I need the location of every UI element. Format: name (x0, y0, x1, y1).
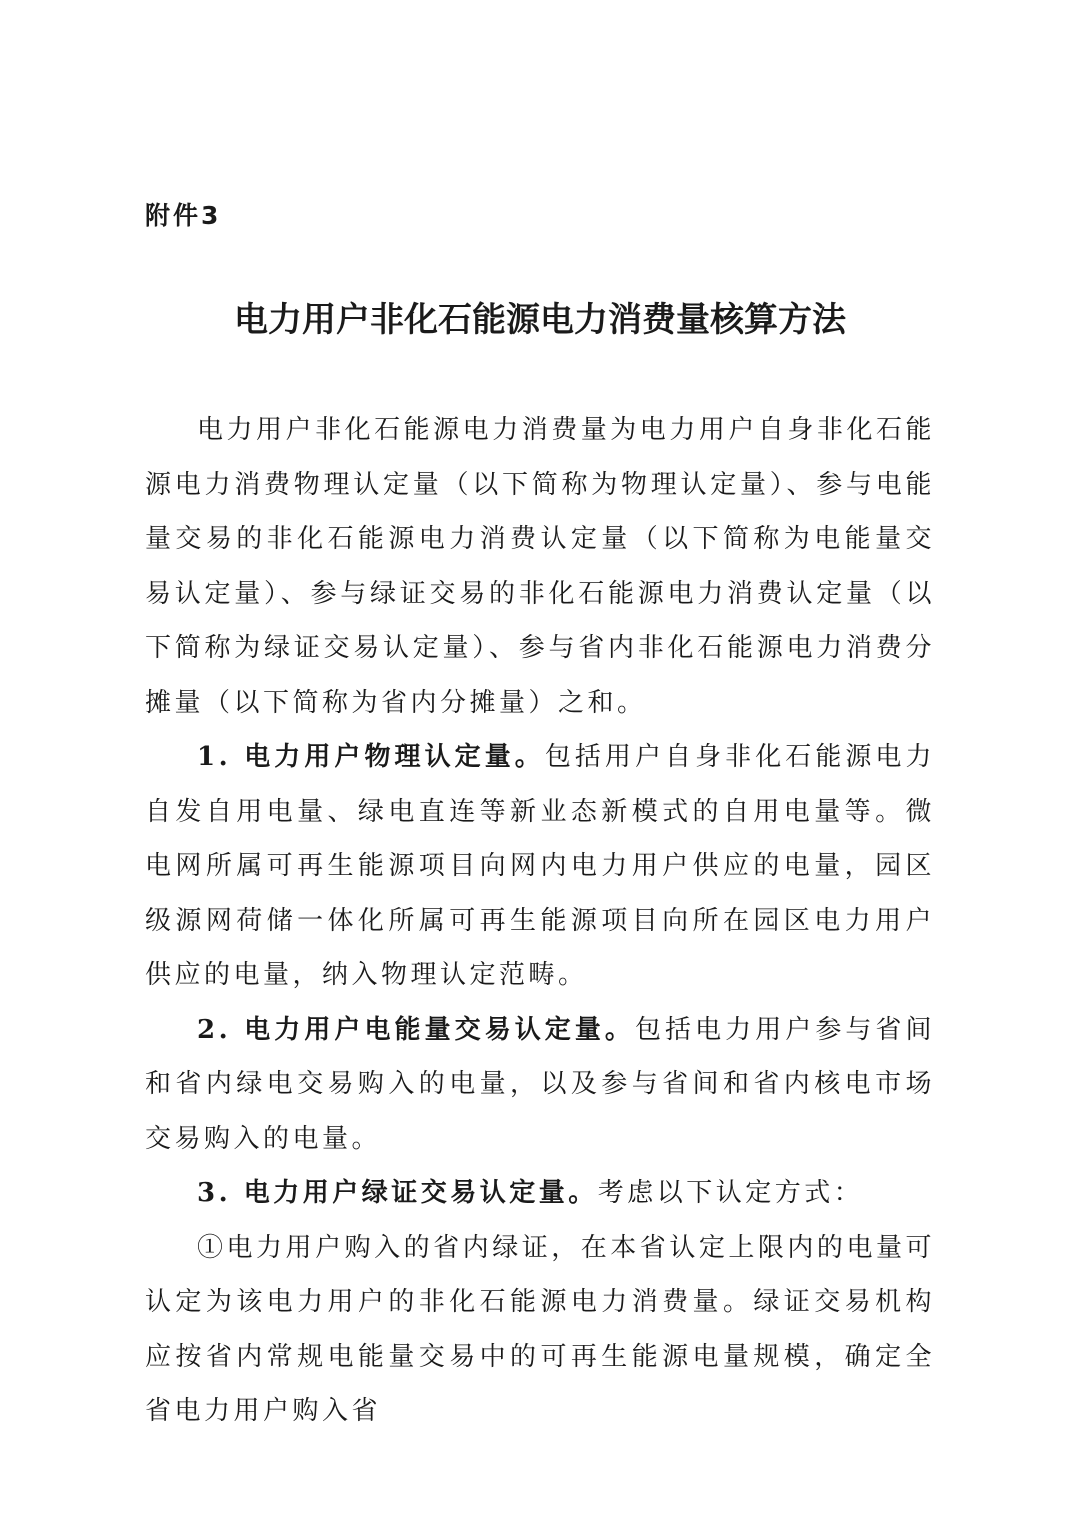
item-3-heading: 3. 电力用户绿证交易认定量。 (197, 1178, 598, 1208)
item-2-text: 包括电力用户参与省间和省内绿电交易购入的电量，以及参与省间和省内核电市场交易购入的电量。 (145, 1014, 935, 1154)
item-1-text: 包括用户自身非化石能源电力自发自用电量、绿电直连等新业态新模式的自用电量等。微电网所属可再生能源项目向网内电力用户供应的电量，园区级源网荷储一体化所属可再生能源项目向所在园区电力用户供应的电量，纳入物理认定范畴。 (145, 742, 935, 990)
item-2-paragraph (145, 1003, 935, 1167)
item-1-heading: 1. 电力用户物理认定量。 (197, 742, 545, 772)
document-title: 电力用户非化石能源电力消费量核算方法 (234, 300, 846, 340)
item-3-paragraph (145, 1166, 935, 1221)
item-3-text: 考虑以下认定方式： (597, 1178, 864, 1208)
intro-paragraph: 电力用户非化石能源电力消费量为电力用户自身非化石能源电力消费物理认定量（以下简称为物理认定量）、参与电能量交易的非化石能源电力消费认定量（以下简称为电能量交易认定量）、参与绿证交易的非化石能源电力消费认定量（以下简称为绿证交易认定量）、参与省内非化石能源电力消费分摊量（以下简称为省内分摊量）之和。 (145, 415, 935, 718)
item-1-paragraph (145, 730, 935, 1003)
document-body (145, 403, 935, 1439)
item-3-sub-1-paragraph: ①电力用户购入的省内绿证，在本省认定上限内的电量可认定为该电力用户的非化石能源电力消费量。绿证交易机构应按省内常规电能量交易中的可再生能源电量规模，确定全省电力用户购入省 (145, 1232, 935, 1426)
item-2-heading: 2. 电力用户电能量交易认定量。 (197, 1014, 635, 1045)
attachment-label: 附件3 (145, 201, 222, 230)
